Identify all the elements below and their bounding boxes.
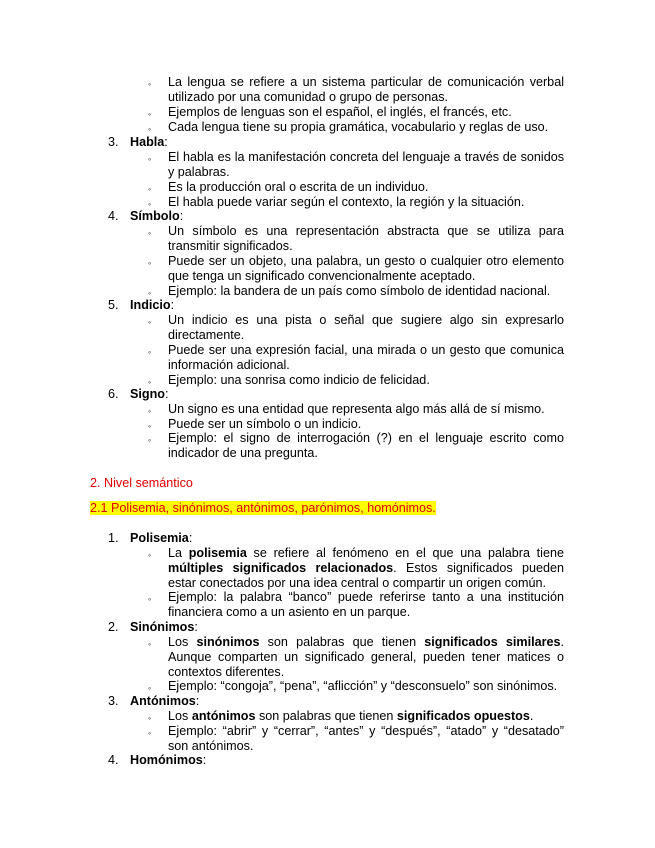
bullet-icon: ◦ — [148, 228, 152, 238]
list-item-text: Los sinónimos son palabras que tienen significados similares. — [168, 635, 565, 649]
bullet-icon: ◦ — [148, 347, 152, 357]
list-number: 4. — [108, 209, 119, 223]
bullet-icon: ◦ — [148, 435, 152, 445]
list-item-text: son antónimos. — [168, 739, 254, 753]
list-item-text: que tenga un significado convencionalmente aceptado. — [168, 269, 476, 283]
list-item-text: Puede ser un símbolo o un indicio. — [168, 417, 362, 431]
list-item-text: Puede ser un objeto, una palabra, un gesto o cualquier otro elemento — [168, 254, 564, 268]
list-item-text: Los antónimos son palabras que tienen significados opuestos. — [168, 709, 534, 723]
list-item-text: utilizado por una comunidad o grupo de personas. — [168, 90, 449, 104]
list-heading-polisemia: Polisemia: — [130, 531, 193, 545]
list-item-text: transmitir significados. — [168, 239, 293, 253]
bullet-icon: ◦ — [148, 79, 152, 89]
list-heading-antonimos: Antónimos: — [130, 694, 200, 708]
list-number: 3. — [108, 135, 119, 149]
bullet-icon: ◦ — [148, 406, 152, 416]
list-item-text: Cada lengua tiene su propia gramática, vocabulario y reglas de uso. — [168, 120, 549, 134]
list-item-text: información adicional. — [168, 358, 290, 372]
bullet-icon: ◦ — [148, 550, 152, 560]
bullet-icon: ◦ — [148, 683, 152, 693]
list-item-text: Ejemplo: la palabra “banco” puede referirse tanto a una institución — [168, 590, 564, 604]
list-item-text: Aunque comparten un significado general, pueden tener matices o — [168, 650, 564, 664]
list-item-text: Es la producción oral o escrita de un individuo. — [168, 180, 429, 194]
list-item-text: estar conectados por una idea central o compartir un origen común. — [168, 576, 547, 590]
bullet-icon: ◦ — [148, 421, 152, 431]
list-item-text: El habla puede variar según el contexto, la región y la situación. — [168, 195, 525, 209]
list-number: 5. — [108, 298, 119, 312]
bullet-icon: ◦ — [148, 109, 152, 119]
section-title: 2. Nivel semántico — [90, 476, 193, 490]
list-number: 3. — [108, 694, 119, 708]
list-item-text: Un símbolo es una representación abstracta que se utiliza para — [168, 224, 564, 238]
bullet-icon: ◦ — [148, 594, 152, 604]
list-item-text: y palabras. — [168, 165, 230, 179]
bullet-icon: ◦ — [148, 713, 152, 723]
bullet-icon: ◦ — [148, 377, 152, 387]
list-item-text: Puede ser una expresión facial, una mirada o un gesto que comunica — [168, 343, 564, 357]
list-heading-sinonimos: Sinónimos: — [130, 620, 198, 634]
bullet-icon: ◦ — [148, 199, 152, 209]
list-item-text: Un indicio es una pista o señal que sugiere algo sin expresarlo — [168, 313, 564, 327]
bullet-icon: ◦ — [148, 317, 152, 327]
subsection-title: 2.1 Polisemia, sinónimos, antónimos, parónimos, homónimos. — [90, 501, 436, 515]
list-item-text: financiera como a un asiento en un parque. — [168, 605, 411, 619]
list-heading-signo: Signo: — [130, 387, 169, 401]
list-item-text: Un signo es una entidad que representa algo más allá de sí mismo. — [168, 402, 545, 416]
list-item-text: Ejemplo: una sonrisa como indicio de felicidad. — [168, 373, 430, 387]
list-item-text: Ejemplo: “congoja”, “pena”, “aflicción” y “desconsuelo” son sinónimos. — [168, 679, 558, 693]
bullet-icon: ◦ — [148, 124, 152, 134]
bullet-icon: ◦ — [148, 184, 152, 194]
list-item-text: La polisemia se refiere al fenómeno en el que una palabra tiene — [168, 546, 564, 560]
list-item-text: La lengua se refiere a un sistema particular de comunicación verbal — [168, 75, 564, 89]
list-item-text: Ejemplos de lenguas son el español, el inglés, el francés, etc. — [168, 105, 512, 119]
list-item-text: directamente. — [168, 328, 245, 342]
list-item-text: múltiples significados relacionados. Estos significados pueden — [168, 561, 564, 575]
list-heading-indicio: Indicio: — [130, 298, 175, 312]
list-item-text: contextos diferentes. — [168, 665, 285, 679]
bullet-icon: ◦ — [148, 288, 152, 298]
list-number: 6. — [108, 387, 119, 401]
bullet-icon: ◦ — [148, 639, 152, 649]
bullet-icon: ◦ — [148, 728, 152, 738]
list-number: 1. — [108, 531, 119, 545]
list-item-text: Ejemplo: la bandera de un país como símbolo de identidad nacional. — [168, 284, 551, 298]
bullet-icon: ◦ — [148, 258, 152, 268]
list-number: 2. — [108, 620, 119, 634]
list-number: 4. — [108, 753, 119, 767]
list-item-text: Ejemplo: el signo de interrogación (?) en el lenguaje escrito como — [168, 431, 564, 445]
list-item-text: indicador de una pregunta. — [168, 446, 318, 460]
list-item-text: Ejemplo: “abrir” y “cerrar”, “antes” y “después”, “atado” y “desatado” — [168, 724, 564, 738]
list-heading-habla: Habla: — [130, 135, 168, 149]
list-item-text: El habla es la manifestación concreta del lenguaje a través de sonidos — [168, 150, 564, 164]
list-heading-simbolo: Símbolo: — [130, 209, 184, 223]
bullet-icon: ◦ — [148, 154, 152, 164]
list-heading-homonimos: Homónimos: — [130, 753, 207, 767]
